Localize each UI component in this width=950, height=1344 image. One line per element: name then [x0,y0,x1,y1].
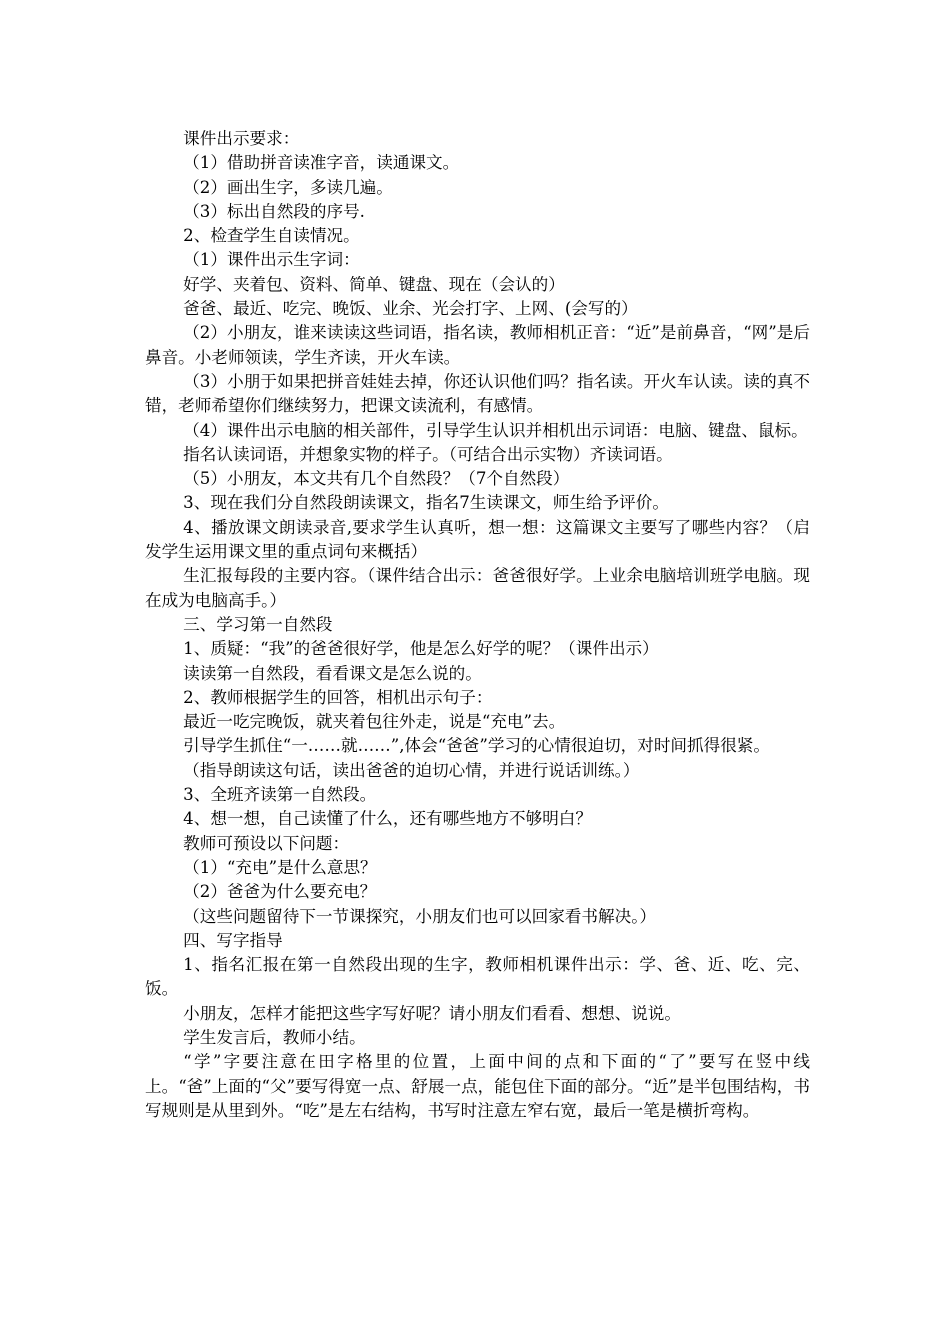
paragraph: 2、检查学生自读情况。 [183,226,360,246]
paragraph: （2）画出生字，多读几遍。 [183,177,393,197]
paragraph: （2）爸爸为什么要充电？ [183,882,377,902]
paragraph: （3）小朋于如果把拼音娃娃去掉，你还认识他们吗？指名读。开火车认读。读的真不错，老师希望你们继续努力，把课文读流利，有感情。 [145,371,810,416]
paragraph: 最近一吃完晚饭，就夹着包往外走，说是“充电”去。 [183,712,566,732]
paragraph: 爸爸、最近、吃完、晚饭、业余、光会打字、上网、(会写的） [183,299,638,319]
paragraph: （5）小朋友，本文共有几个自然段？（7个自然段） [183,469,570,489]
paragraph: 4、想一想，自己读懂了什么，还有哪些地方不够明白？ [183,809,592,829]
paragraph: 1、质疑：“我”的爸爸很好学，他是怎么好学的呢？（课件出示） [183,639,659,659]
paragraph: （3）标出自然段的序号. [183,201,365,221]
paragraph: 1、指名汇报在第一自然段出现的生字，教师相机课件出示：学、爸、近、吃、完、饭。 [145,955,810,999]
paragraph: 小朋友，怎样才能把这些字写好呢？请小朋友们看看、想想、说说。 [183,1003,681,1023]
document-body [145,127,810,1123]
section-heading: 三、学习第一自然段 [183,614,333,634]
paragraph: （1）课件出示生字词： [183,250,360,270]
paragraph: 学生发言后，教师小结。 [183,1027,366,1047]
paragraph: 课件出示要求： [183,129,300,148]
paragraph: 指名认读词语，并想象实物的样子。（可结合出示实物）齐读词语。 [183,444,673,464]
paragraph: （这些问题留待下一节课探究，小朋友们也可以回家看书解决。） [183,906,657,926]
paragraph: 引导学生抓住“一……就……”,体会“爸爸”学习的心情很迫切，对时间抓得很紧。 [183,736,770,756]
paragraph: （指导朗读这句话，读出爸爸的迫切心情，并进行说话训练。） [183,760,640,780]
paragraph: 教师可预设以下问题： [183,833,350,853]
paragraph: （1）借助拼音读准字音，读通课文。 [183,153,460,173]
paragraph: 4、播放课文朗读录音,要求学生认真听，想一想：这篇课文主要写了哪些内容？（启发学生运用课文里的重点词句来概括） [145,517,810,562]
paragraph: 3、全班齐读第一自然段。 [183,785,377,805]
paragraph: 生汇报每段的主要内容。（课件结合出示：爸爸很好学。上业余电脑培训班学电脑。现在成为电脑高手。） [145,566,810,610]
paragraph: 2、教师根据学生的回答，相机出示句子： [183,687,493,707]
section-heading: 四、写字指导 [183,930,283,950]
paragraph: 好学、夹着包、资料、简单、键盘、现在（会认的） [183,274,565,294]
paragraph: （2）小朋友，谁来读读这些词语，指名读，教师相机正音：“近”是前鼻音，“网”是后鼻音。小老师领读，学生齐读，开火车读。 [145,323,810,367]
paragraph: （4）课件出示电脑的相关部件，引导学生认识并相机出示词语：电脑、键盘、鼠标。 [183,420,808,440]
paragraph: 读读第一自然段，看看课文是怎么说的。 [183,663,482,683]
paragraph: 3、现在我们分自然段朗读课文，指名7生读课文，师生给予评价。 [183,493,669,513]
paragraph: （1）“充电”是什么意思？ [183,857,377,877]
paragraph: “学”字要注意在田字格里的位置，上面中间的点和下面的“了”要写在竖中线上。“爸”上面的“父”要写得宽一点、舒展一点，能包住下面的部分。“近”是半包围结构，书写规则是从里到外。“吃”是左右结构，书写时注意左窄右宽，最后一笔是横折弯构。 [145,1052,810,1120]
